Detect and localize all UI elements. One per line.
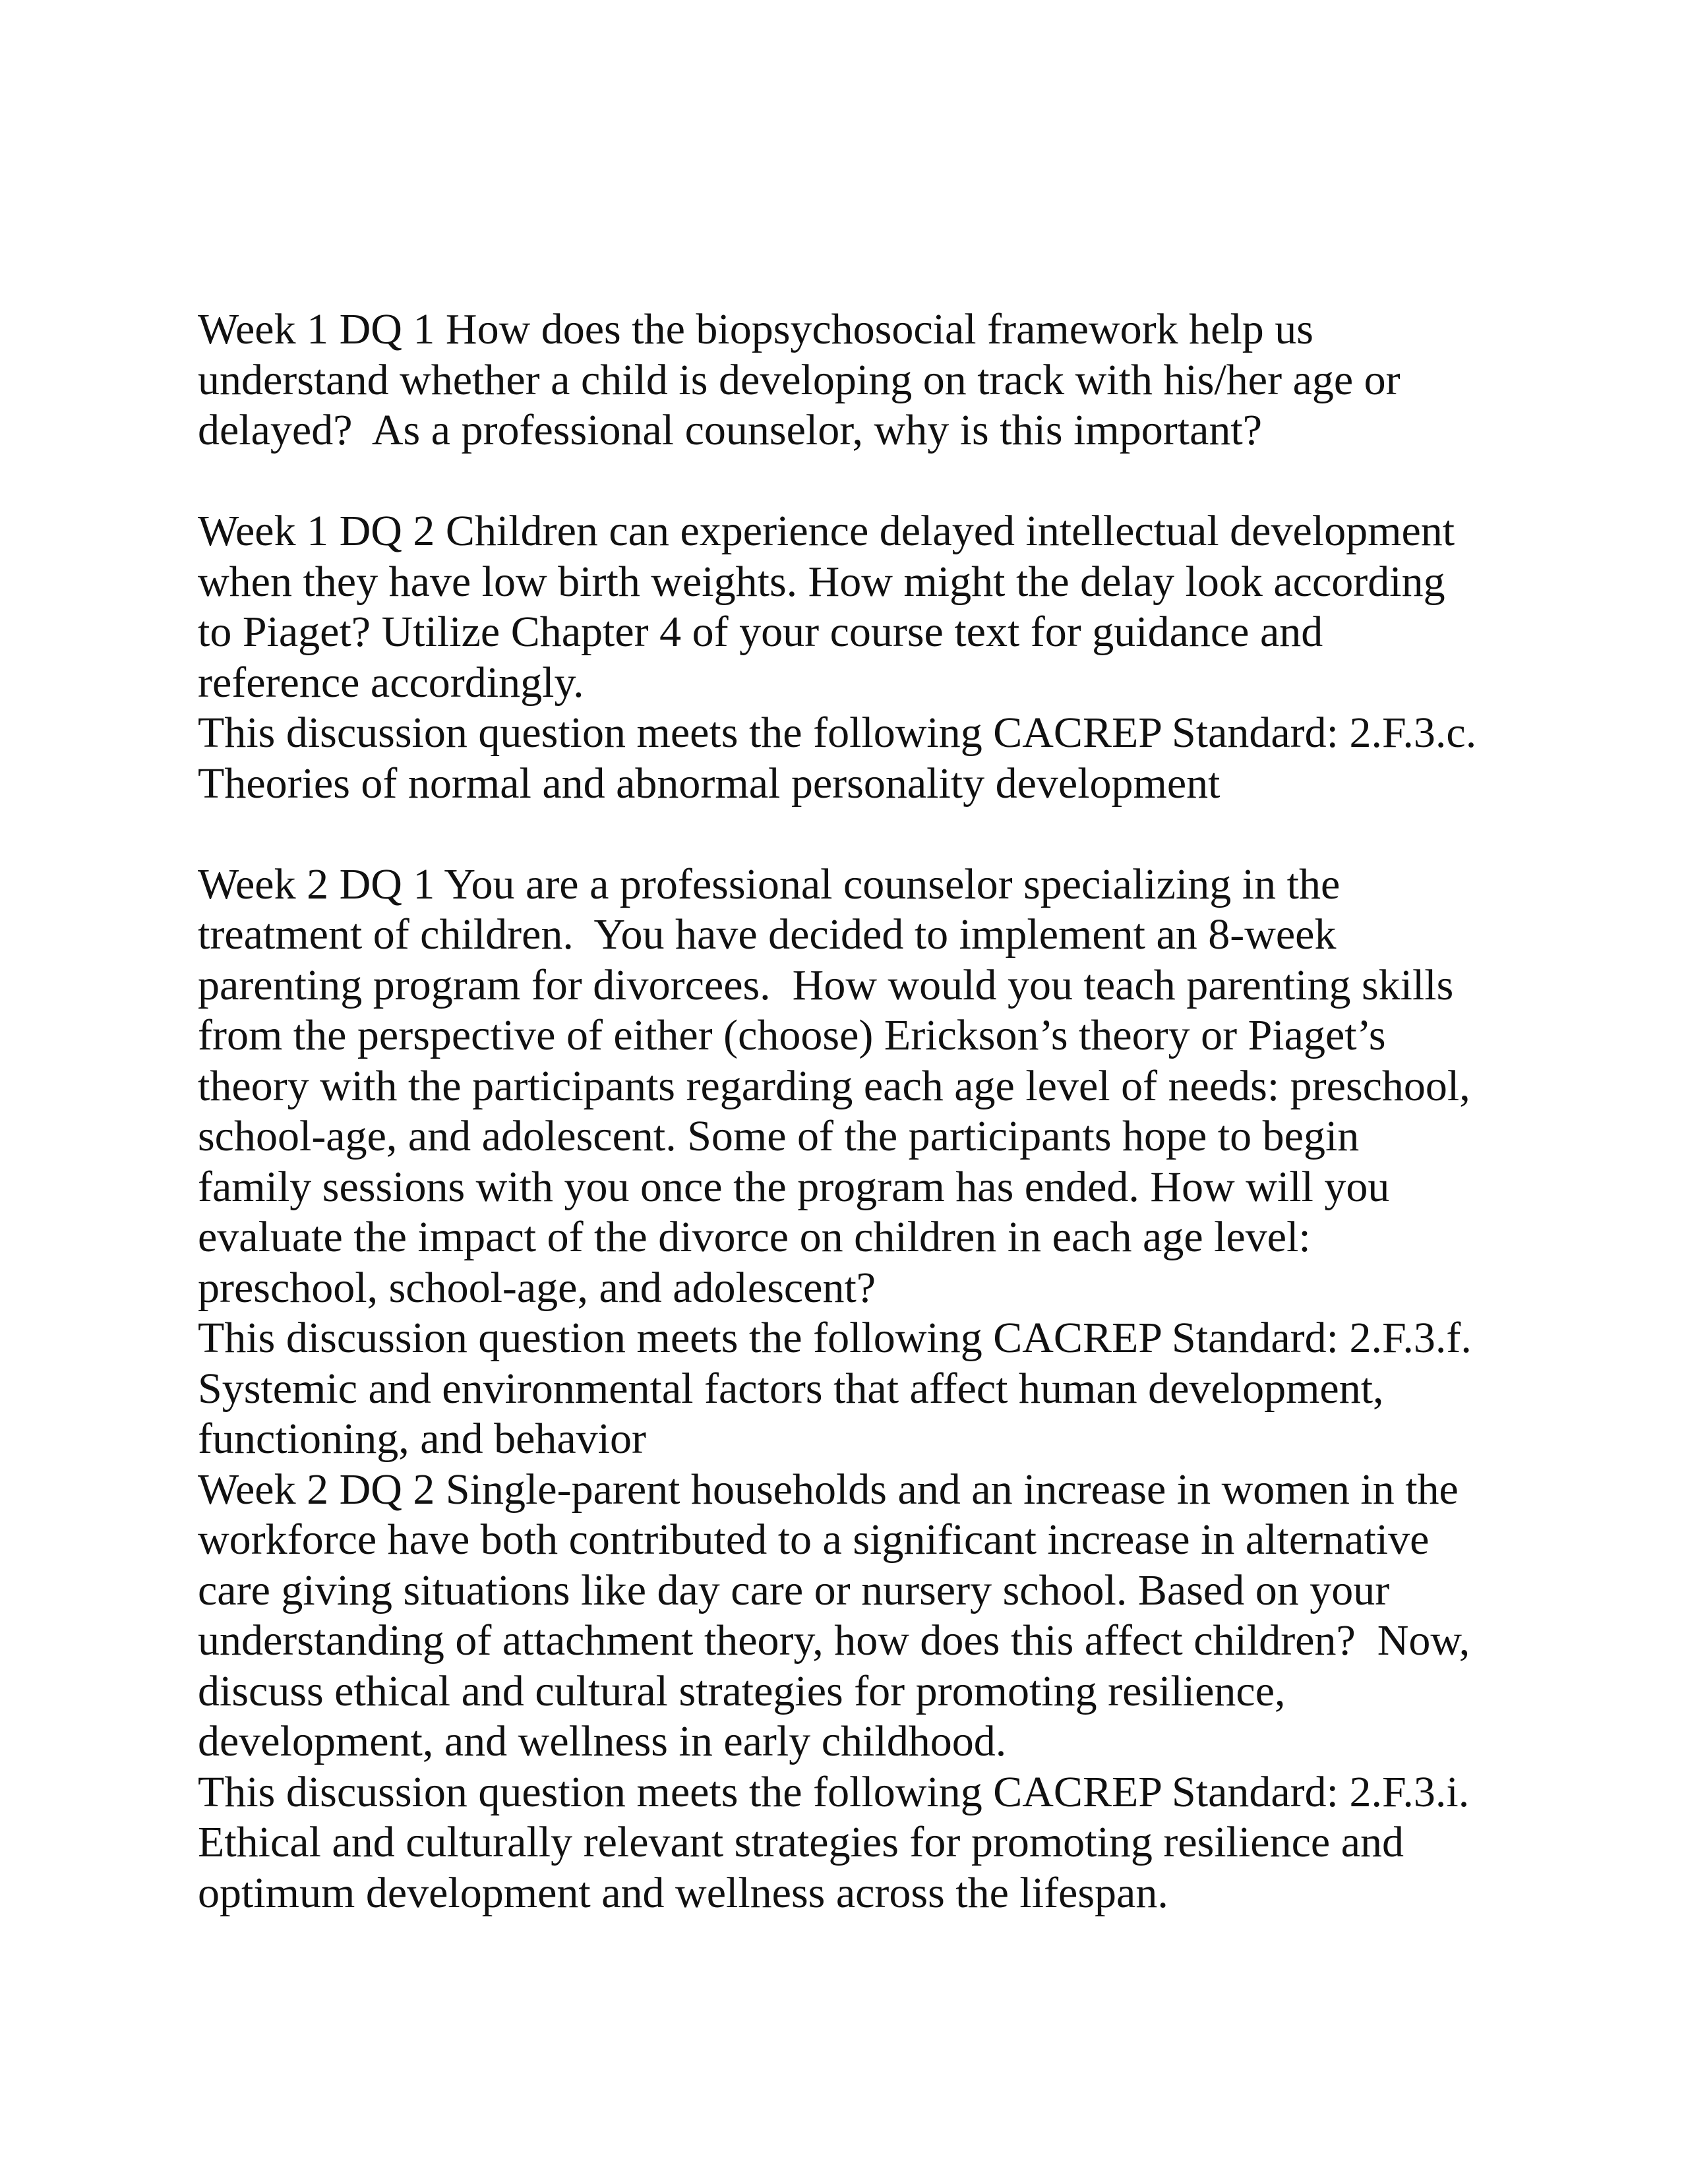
text-line: functioning, and behavior xyxy=(198,1415,646,1463)
text-line: Ethical and culturally relevant strategies for promoting resilience and xyxy=(198,1818,1404,1866)
text-line: Week 2 DQ 1 You are a professional counselor specializing in the xyxy=(198,860,1341,908)
document-body xyxy=(198,305,1530,1918)
text-line: school-age, and adolescent. Some of the participants hope to begin xyxy=(198,1112,1360,1160)
text-line: when they have low birth weights. How might the delay look according xyxy=(198,557,1445,606)
text-line: theory with the participants regarding each age level of needs: preschool, xyxy=(198,1061,1470,1110)
standard-note-week1-dq2 xyxy=(198,708,1530,809)
text-line: evaluate the impact of the divorce on children in each age level: xyxy=(198,1213,1311,1261)
paragraph-gap xyxy=(198,809,1530,860)
text-line: development, and wellness in early childhood. xyxy=(198,1717,1007,1765)
paragraph-gap xyxy=(198,456,1530,507)
text-line: from the perspective of either (choose) Erickson’s theory or Piaget’s xyxy=(198,1011,1386,1059)
text-line: family sessions with you once the program has ended. How will you xyxy=(198,1162,1390,1211)
question-week2-dq1 xyxy=(198,860,1530,1314)
text-line: Week 2 DQ 2 Single-parent households and an increase in women in the xyxy=(198,1465,1459,1514)
text-line: to Piaget? Utilize Chapter 4 of your course text for guidance and xyxy=(198,608,1323,656)
text-line: optimum development and wellness across the lifespan. xyxy=(198,1868,1168,1917)
text-line: Systemic and environmental factors that affect human development, xyxy=(198,1364,1384,1413)
text-line: workforce have both contributed to a significant increase in alternative xyxy=(198,1516,1430,1564)
question-week1-dq1 xyxy=(198,305,1530,456)
text-line: This discussion question meets the following CACREP Standard: 2.F.3.i. xyxy=(198,1767,1470,1816)
text-line: This discussion question meets the following CACREP Standard: 2.F.3.c. xyxy=(198,709,1477,757)
question-week2-dq2 xyxy=(198,1465,1530,1767)
text-line: understanding of attachment theory, how does this affect children? Now, xyxy=(198,1616,1470,1665)
text-line: preschool, school-age, and adolescent? xyxy=(198,1263,876,1312)
text-line: discuss ethical and cultural strategies for promoting resilience, xyxy=(198,1667,1286,1715)
text-line: Week 1 DQ 2 Children can experience delayed intellectual development xyxy=(198,507,1455,555)
text-line: Week 1 DQ 1 How does the biopsychosocial framework help us xyxy=(198,305,1313,353)
question-week1-dq2 xyxy=(198,506,1530,708)
text-line: care giving situations like day care or nursery school. Based on your xyxy=(198,1566,1390,1614)
text-line: reference accordingly. xyxy=(198,658,584,707)
text-line: parenting program for divorcees. How would you teach parenting skills xyxy=(198,960,1454,1009)
standard-note-week2-dq1 xyxy=(198,1313,1530,1465)
text-line: This discussion question meets the following CACREP Standard: 2.F.3.f. xyxy=(198,1314,1472,1362)
text-line: Theories of normal and abnormal personality development xyxy=(198,759,1221,808)
text-line: understand whether a child is developing on track with his/her age or xyxy=(198,355,1401,404)
standard-note-week2-dq2 xyxy=(198,1767,1530,1919)
text-line: treatment of children. You have decided to implement an 8-week xyxy=(198,910,1337,959)
text-line: delayed? As a professional counselor, why is this important? xyxy=(198,406,1263,454)
